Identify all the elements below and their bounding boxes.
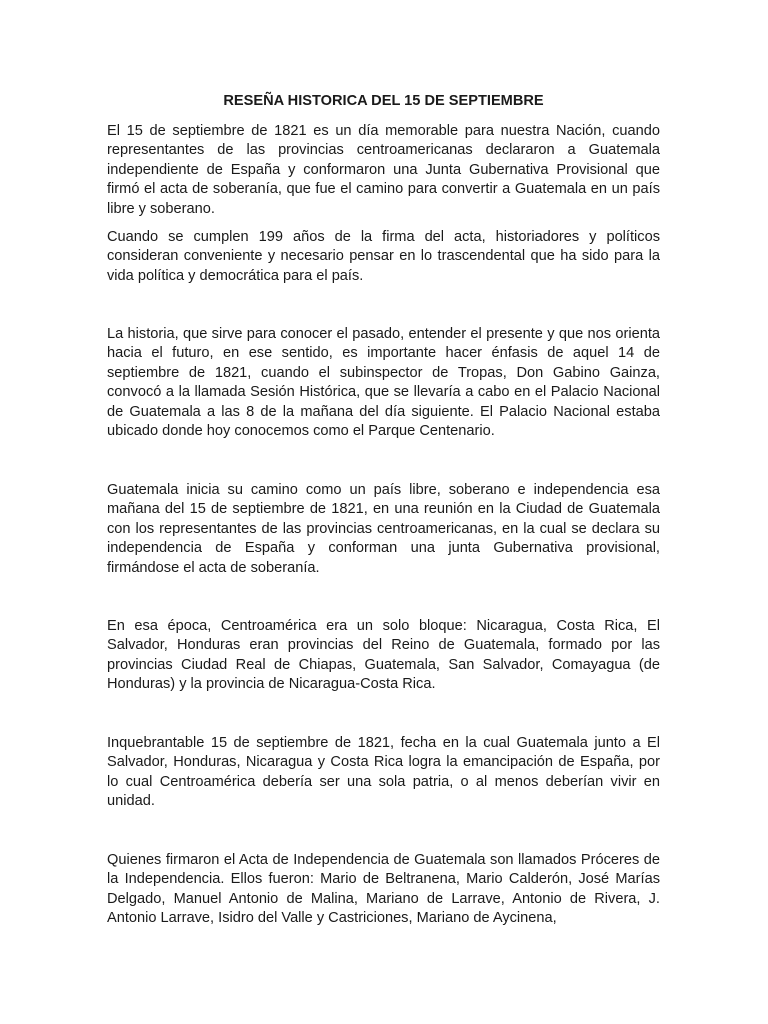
paragraph-central-america: En esa época, Centroamérica era un solo bloque: Nicaragua, Costa Rica, El Salvador, Honduras eran provincias del Reino de Guatemala, formado por las provincias Ciudad Real de Chiapas, Guatemala, San Salvador, Comayagua (de Honduras) y la provincia de Nicaragua-Costa Rica. [107, 618, 660, 693]
document-title: RESEÑA HISTORICA DEL 15 DE SEPTIEMBRE [223, 93, 544, 109]
paragraph-history: La historia, que sirve para conocer el pasado, entender el presente y que nos orienta hacia el futuro, en ese sentido, es importante hacer énfasis de aquel 14 de septiembre de 1821, cuando el subinspector de Tropas, Don Gabino Gainza, convocó a la llamada Sesión Histórica, que se llevaría a cabo en el Palacio Nacional de Guatemala a las 8 de la mañana del día siguiente. El Palacio Nacional estaba ubicado donde hoy conocemos como el Parque Centenario. [107, 326, 660, 440]
paragraph-intro: El 15 de septiembre de 1821 es un día memorable para nuestra Nación, cuando representantes de las provincias centroamericanas declararon a Guatemala independiente de España y conformaron una Junta Gubernativa Provisional que firmó el acta de soberanía, que fue el camino para convertir a Guatemala en un país libre y soberano. [107, 123, 660, 217]
paragraph-emancipation: Inquebrantable 15 de septiembre de 1821, fecha en la cual Guatemala junto a El Salvador, Honduras, Nicaragua y Costa Rica logra la emancipación de España, por lo cual Centroamérica debería ser una sola patria, o al menos deberían vivir en unidad. [107, 735, 660, 810]
paragraph-proceres: Quienes firmaron el Acta de Independencia de Guatemala son llamados Próceres de la Independencia. Ellos fueron: Mario de Beltranena, Mario Calderón, José Marías Delgado, Manuel Antonio de Malina, Mariano de Larrave, Antonio de Rivera, J. Antonio Larrave, Isidro del Valle y Castriciones, Mariano de Aycinena, [107, 852, 660, 927]
paragraph-independence: Guatemala inicia su camino como un país libre, soberano e independencia esa mañana del 15 de septiembre de 1821, en una reunión en la Ciudad de Guatemala con los representantes de las provincias centroamericanas, en la cual se declara su independencia de España y conforman una junta Gubernativa provisional, firmándose el acta de soberanía. [107, 482, 660, 576]
document-page [107, 0, 660, 1024]
paragraph-anniversary: Cuando se cumplen 199 años de la firma del acta, historiadores y políticos consideran conveniente y necesario pensar en lo trascendental que ha sido para la vida política y democrática para el país. [107, 229, 660, 284]
